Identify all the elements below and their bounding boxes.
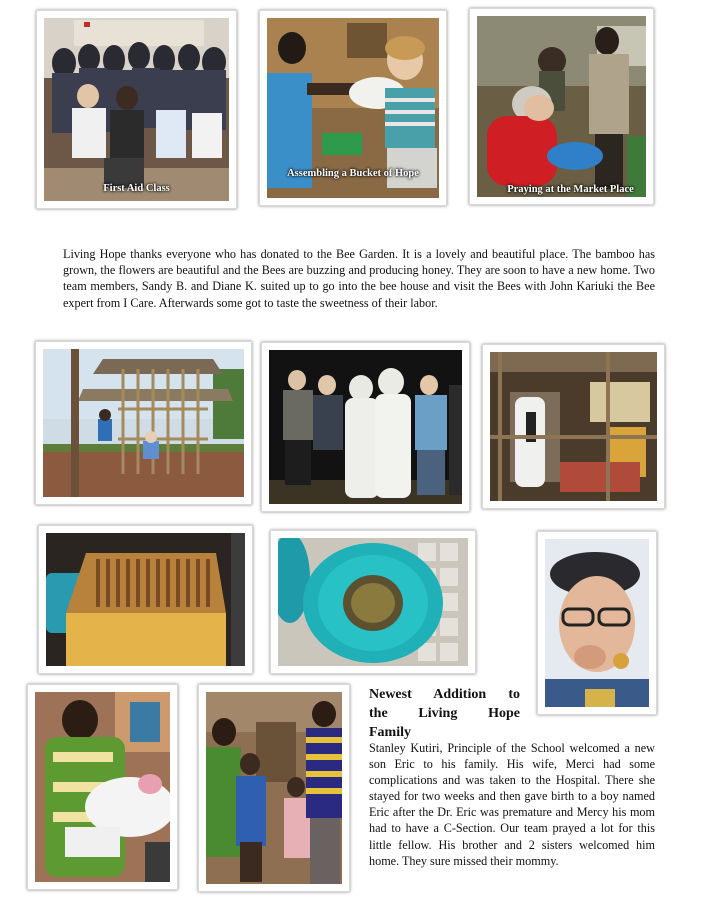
caption-praying-market-place: Praying at the Market Place bbox=[507, 184, 634, 195]
beekeepers-night-image bbox=[269, 350, 462, 504]
bee-house-interior-image bbox=[490, 352, 657, 501]
photo-kutiri-family bbox=[198, 684, 350, 892]
honeycomb-basin-image bbox=[278, 538, 468, 666]
photo-mother-and-baby bbox=[27, 684, 178, 890]
caption-first-aid-class: First Aid Class bbox=[103, 183, 170, 194]
kutiri-family-image bbox=[206, 692, 342, 884]
photo-bee-house-interior bbox=[482, 344, 665, 509]
photo-bucket-of-hope bbox=[259, 10, 447, 206]
bamboo-bee-house-image bbox=[43, 349, 244, 497]
bucket-of-hope-image bbox=[267, 18, 439, 198]
story-title-line: the Living Hope bbox=[369, 706, 520, 721]
story-title-line: Family bbox=[369, 725, 411, 740]
bee-garden-paragraph: Living Hope thanks everyone who has donated to the Bee Garden. It is a lovely and beautiful place. The bamboo has grown, the flowers are beautiful and the Bees are buzzing and producing honey. They are soon to have a new home. Two team members, Sandy B. and Diane K. suited up to go into the bee house and visit the Bees with John Kariuki the Bee expert from I Care. Afterwards some got to taste the sweetness of their labor. bbox=[63, 247, 655, 310]
tasting-honey-image bbox=[545, 539, 649, 707]
mother-and-baby-image bbox=[35, 692, 170, 882]
photo-honeycomb-basin bbox=[270, 530, 476, 674]
photo-beekeepers-night bbox=[261, 342, 470, 512]
photo-first-aid-class bbox=[36, 10, 237, 209]
photo-praying-market-place bbox=[469, 8, 654, 205]
caption-bucket-of-hope: Assembling a Bucket of Hope bbox=[287, 168, 419, 179]
story-body: Stanley Kutiri, Principle of the School welcomed a new son Eric to his family. His wife, Merci had some complications and was taken to the Hospital. There she stayed for two weeks and then gave birth to a boy named Eric after the Dr. Eric was premature and Mercy his mom had to have a C-Section. Our team prayed a lot for this little fellow. His brother and 2 sisters welcomed him home. They sure missed their mommy. bbox=[369, 741, 655, 868]
first-aid-class-image bbox=[44, 18, 229, 201]
story-title-line: Newest Addition to bbox=[369, 687, 520, 702]
photo-bamboo-bee-house bbox=[35, 341, 252, 505]
photo-tasting-honey bbox=[537, 531, 657, 715]
story-title bbox=[369, 685, 520, 742]
photo-honeycomb-frame bbox=[38, 525, 253, 674]
honeycomb-frame-image bbox=[46, 533, 245, 666]
praying-market-place-image bbox=[477, 16, 646, 197]
